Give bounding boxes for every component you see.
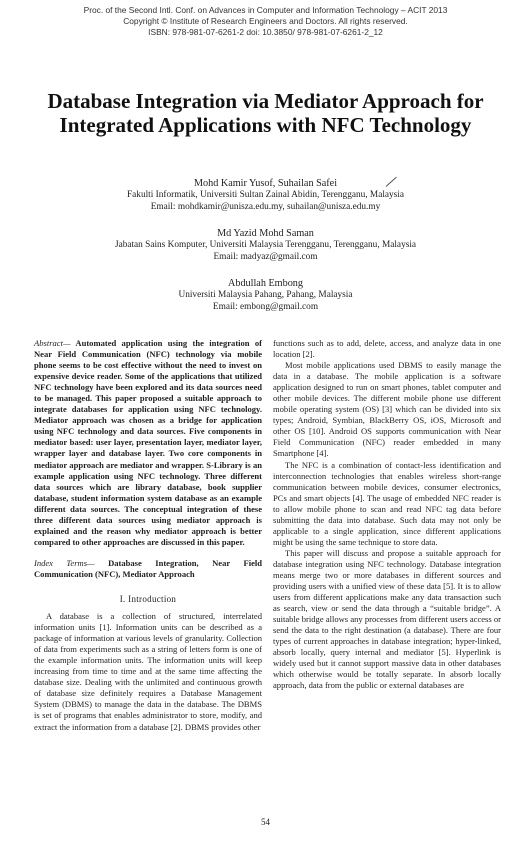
paper-title: Database Integration via Mediator Approach for Integrated Applications with NFC Technology [47, 89, 484, 137]
author-affiliation: Fakulti Informatik, Universiti Sultan Zainal Abidin, Terengganu, Malaysia [127, 190, 404, 200]
abstract-text: Automated application using the integration of Near Field Communication (NFC) technology via mobile phone seems to be cost effective without the need to invest on expensive device reader. Some of the applications that utilized NFC technology have been explored and its data sources need to be managed. This paper proposed a suitable approach to integrate databases for application using NFC technology. Mediator approach was chosen as a bridge for application using NFC technology and data sources. Five components in mediator based: user layer, presentation layer, mediator layer, wrapper layer and database layer. Two core components in mediator approach are mediator and wrapper. S-Library is an example application using NFC technology. Three different data sources which are library database, book supplier database, student information system database as an example different data sources. The conceptual integration of these three different data sources using mediator approach is explained and the reason why mediator approach is better compared to other approaches are discussed in this paper. [34, 338, 262, 547]
author-email: Email: mohdkamir@unisza.edu.my, suhailan@unisza.edu.my [150, 201, 381, 212]
isbn-doi-line: ISBN: 978-981-07-6261-2 doi: 10.3850/ 978-981-07-6261-2_12 [148, 27, 383, 37]
page-number: 54 [261, 817, 270, 827]
author-names: Md Yazid Mohd Saman [217, 228, 314, 239]
author-affiliation: Universiti Malaysia Pahang, Pahang, Malaysia [178, 290, 353, 300]
author-email: Email: madyaz@gmail.com [213, 251, 318, 262]
body-paragraph: This paper will discuss and propose a suitable approach for database integration using NFC technology. Database integration means merge two or more databases in different sources and providing users with a unified view of these data [5]. It is to allow users from different applications make any data transaction such as search, view or send the data through a “suitable bridge”. A suitable bridge allows any processes from different users access or send the data to the right destination (a database). There are four types of current approaches in database integration; hyper-linked, absorb locally, query internal and mediator [5]. Hyperlink is widely used but it cannot support massive data in other databases which otherwise would be totally separate. In absorb locally approach, data from the public or external databases are [273, 547, 501, 691]
author-block-3 [0, 277, 531, 313]
author-email: Email: embong@gmail.com [212, 301, 319, 312]
abstract-label: Abstract— [34, 338, 71, 348]
index-terms [34, 558, 262, 580]
body-paragraph: Most mobile applications used DBMS to easily manage the data in a database. The mobile application is a software application designed to run on smart phones, tablet computer and other mobile devices. The different mobile phone use different mobile operating system (OS) [3] which can be divided into six types; Android, Symbian, BlackBerry OS, iOS, Microsoft and other OS [10]. Android OS supports communication with Near Field Communication (NFC) reader embedded in many Smartphone [4]. [273, 360, 501, 459]
author-names: Abdullah Embong [228, 278, 303, 289]
abstract [34, 338, 262, 548]
proceedings-header: Proc. of the Second Intl. Conf. on Advances in Computer and Information Technology – ACIT 2013 [83, 5, 448, 15]
author-block-2 [0, 227, 531, 263]
index-terms-label: Index Terms— [34, 557, 95, 568]
index-terms-text: Database Integration, Near Field Communication (NFC), Mediator Approach [34, 557, 262, 579]
author-names: Mohd Kamir Yusof, Suhailan Safei [193, 178, 338, 189]
body-paragraph: The NFC is a combination of contact-less identification and interconnection technologies that enables wireless short-range communication between mobile devices, consumer electronics, PCs and smart objects [4]. The usage of embedded NFC reader is to allow mobile phone to scan and read NFC tag data before submitting the data into database. Such data may not only be applicable to a single application, since different applications might be using the same technique to store data. [273, 459, 501, 547]
author-block-1 [0, 177, 531, 213]
copyright-line: Copyright © Institute of Research Engineers and Doctors. All rights reserved. [123, 16, 408, 26]
author-affiliation: Jabatan Sains Komputer, Universiti Malaysia Terengganu, Terengganu, Malaysia [114, 240, 417, 250]
body-paragraph: A database is a collection of structured, interrelated information units [1]. Information units can be described as a package of information at various levels of granularity. Collection of data from experiments such as a string of letters form is one of the example information units. The information units will keep increasing from time to time and at the same time affecting the database size. Dealing with the unlimited and continuous growth of database size definitely requires a Database Management System (DBMS) to manage the data in the database. The DBMS is set of programs that enables administrator to store, modify, and extract the information from a database [2]. DBMS provides other [34, 611, 262, 732]
section-heading: I. Introduction [119, 593, 177, 604]
left-column [34, 338, 262, 733]
body-paragraph: functions such as to add, delete, access, and analyze data in one location [2]. [273, 338, 501, 360]
right-column [273, 338, 501, 692]
